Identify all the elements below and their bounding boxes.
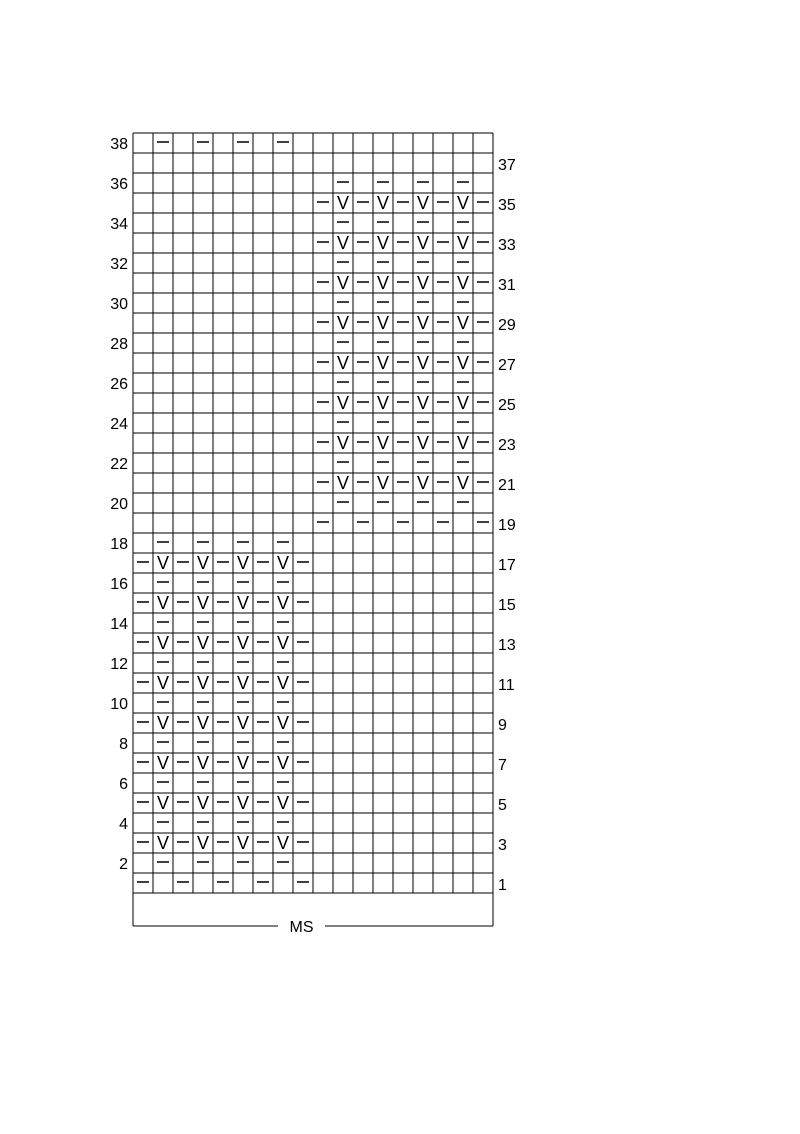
slip-symbol: V — [336, 393, 350, 413]
row-number-left: 34 — [110, 216, 128, 233]
slip-symbol: V — [376, 433, 390, 453]
slip-symbol: V — [456, 353, 470, 373]
row-number-left: 20 — [110, 496, 128, 513]
row-number-left: 24 — [110, 416, 128, 433]
row-number-right: 37 — [498, 157, 516, 174]
row-number-left: 18 — [110, 536, 128, 553]
row-number-left: 26 — [110, 376, 128, 393]
slip-symbol: V — [276, 753, 290, 773]
row-number-left: 16 — [110, 576, 128, 593]
slip-symbol: V — [156, 833, 170, 853]
slip-symbol: V — [236, 753, 250, 773]
row-number-left: 30 — [110, 296, 128, 313]
slip-symbol: V — [336, 473, 350, 493]
slip-symbol: V — [156, 793, 170, 813]
slip-symbol: V — [196, 673, 210, 693]
row-number-left: 38 — [110, 136, 128, 153]
slip-symbol: V — [276, 553, 290, 573]
slip-symbol: V — [236, 673, 250, 693]
slip-symbol: V — [156, 753, 170, 773]
slip-symbol: V — [236, 553, 250, 573]
slip-symbol: V — [456, 313, 470, 333]
row-number-left: 2 — [119, 856, 128, 873]
slip-symbol: V — [456, 273, 470, 293]
slip-symbol: V — [416, 193, 430, 213]
slip-symbol: V — [376, 473, 390, 493]
slip-symbol: V — [236, 793, 250, 813]
slip-symbol: V — [276, 673, 290, 693]
row-number-right: 15 — [498, 597, 516, 614]
row-number-left: 6 — [119, 776, 128, 793]
slip-symbol: V — [376, 353, 390, 373]
slip-symbol: V — [416, 433, 430, 453]
row-number-right: 13 — [498, 637, 516, 654]
row-number-right: 17 — [498, 557, 516, 574]
row-number-right: 7 — [498, 757, 507, 774]
slip-symbol: V — [376, 273, 390, 293]
slip-symbol: V — [196, 793, 210, 813]
row-number-left: 14 — [110, 616, 128, 633]
slip-symbol: V — [276, 833, 290, 853]
slip-symbol: V — [276, 793, 290, 813]
slip-symbol: V — [336, 353, 350, 373]
ms-label: MS — [289, 919, 314, 936]
row-number-left: 4 — [119, 816, 128, 833]
chart-grid — [133, 133, 493, 893]
slip-symbol: V — [456, 193, 470, 213]
row-number-right: 31 — [498, 277, 516, 294]
row-number-left: 10 — [110, 696, 128, 713]
row-number-right: 27 — [498, 357, 516, 374]
row-number-right: 25 — [498, 397, 516, 414]
slip-symbol: V — [416, 473, 430, 493]
slip-symbol: V — [196, 713, 210, 733]
slip-symbol: V — [376, 313, 390, 333]
slip-symbol: V — [196, 833, 210, 853]
slip-symbol: V — [196, 633, 210, 653]
row-number-left: 32 — [110, 256, 128, 273]
row-number-right: 21 — [498, 477, 516, 494]
slip-symbol: V — [456, 233, 470, 253]
row-number-right: 1 — [498, 877, 507, 894]
slip-symbol: V — [336, 233, 350, 253]
slip-symbol: V — [156, 673, 170, 693]
slip-symbol: V — [276, 633, 290, 653]
row-number-right: 19 — [498, 517, 516, 534]
slip-symbol: V — [376, 233, 390, 253]
row-number-right: 11 — [498, 677, 515, 694]
slip-symbol: V — [376, 393, 390, 413]
row-number-left: 8 — [119, 736, 128, 753]
slip-symbol: V — [236, 833, 250, 853]
row-number-right: 9 — [498, 717, 507, 734]
row-number-right: 35 — [498, 197, 516, 214]
row-number-left: 36 — [110, 176, 128, 193]
row-number-right: 33 — [498, 237, 516, 254]
slip-symbol: V — [336, 433, 350, 453]
slip-symbol: V — [416, 313, 430, 333]
slip-symbol: V — [236, 633, 250, 653]
row-number-right: 23 — [498, 437, 516, 454]
slip-symbol: V — [236, 713, 250, 733]
slip-symbol: V — [156, 713, 170, 733]
row-number-right: 29 — [498, 317, 516, 334]
slip-symbol: V — [276, 593, 290, 613]
row-number-left: 12 — [110, 656, 128, 673]
slip-symbol: V — [456, 433, 470, 453]
slip-symbol: V — [196, 553, 210, 573]
slip-symbol: V — [456, 393, 470, 413]
slip-symbol: V — [336, 193, 350, 213]
slip-symbol: V — [156, 633, 170, 653]
slip-symbol: V — [276, 713, 290, 733]
slip-symbol: V — [416, 353, 430, 373]
slip-symbol: V — [416, 273, 430, 293]
ms-bracket — [133, 893, 493, 936]
slip-symbol: V — [416, 393, 430, 413]
slip-symbol: V — [376, 193, 390, 213]
slip-symbol: V — [156, 593, 170, 613]
slip-symbol: V — [456, 473, 470, 493]
row-number-right: 3 — [498, 837, 507, 854]
slip-symbol: V — [236, 593, 250, 613]
slip-symbol: V — [156, 553, 170, 573]
slip-symbol: V — [416, 233, 430, 253]
slip-symbol: V — [196, 753, 210, 773]
slip-symbol: V — [336, 313, 350, 333]
slip-symbol: V — [336, 273, 350, 293]
row-number-right: 5 — [498, 797, 507, 814]
row-number-left: 22 — [110, 456, 128, 473]
slip-symbol: V — [196, 593, 210, 613]
row-number-left: 28 — [110, 336, 128, 353]
